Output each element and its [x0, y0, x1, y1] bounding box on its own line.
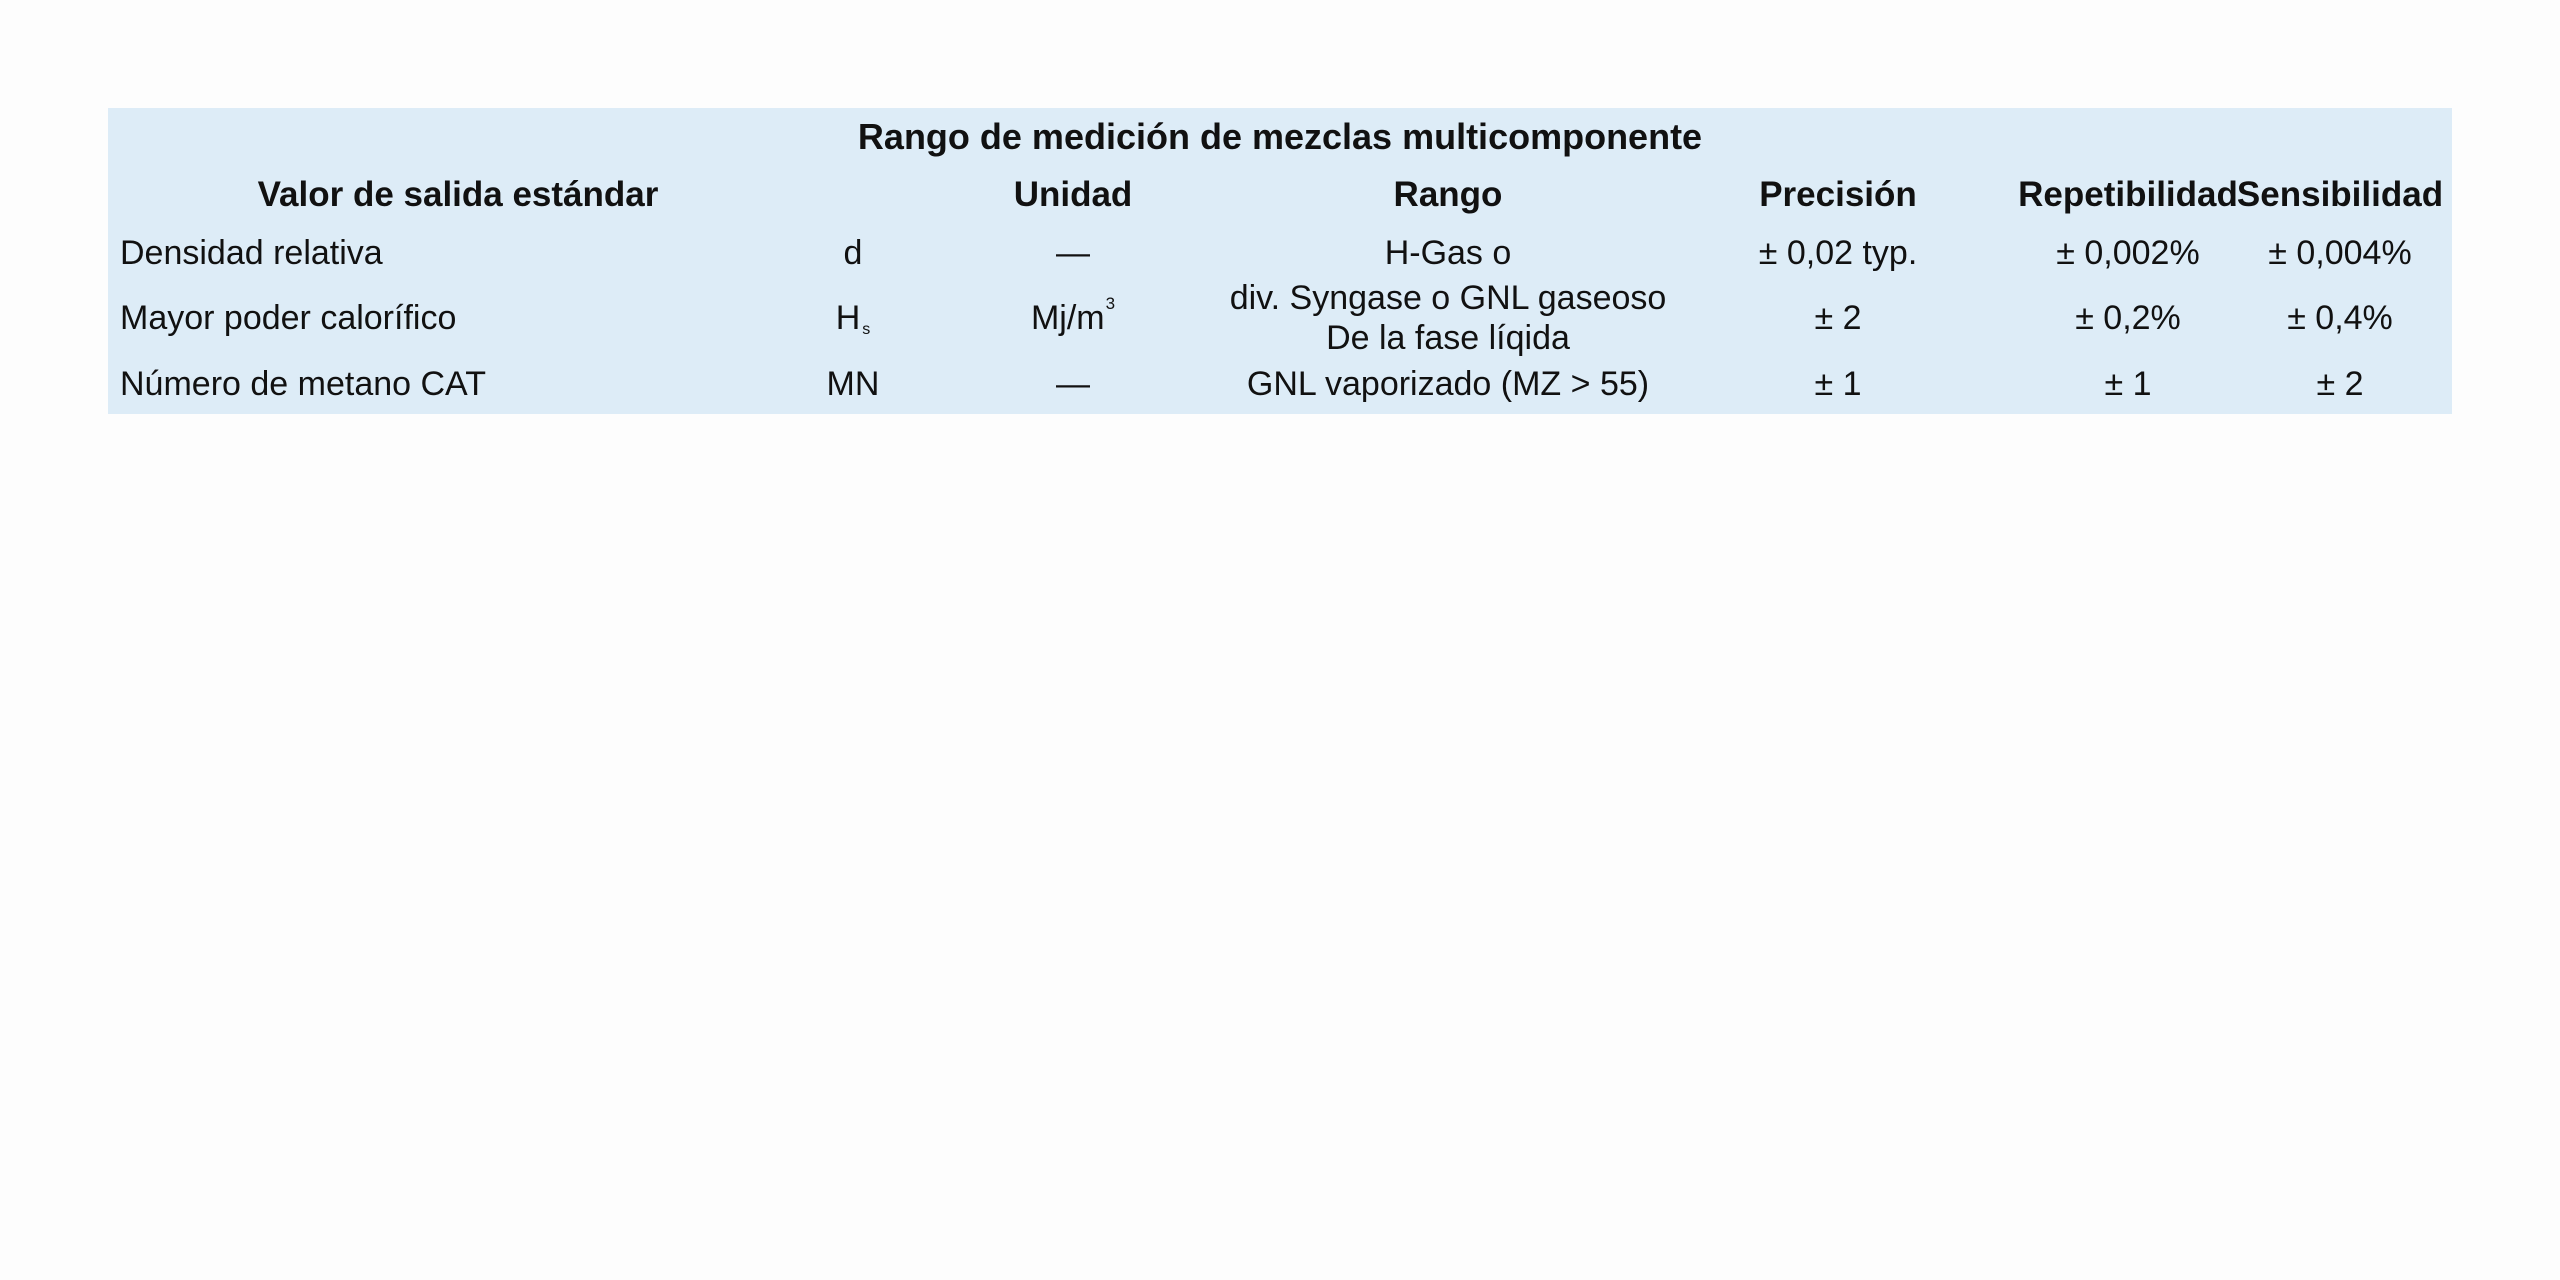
cell-output: Número de metano CAT: [120, 364, 486, 403]
cell-repeatability: ± 1: [2104, 364, 2152, 403]
header-precision: Precisión: [1759, 175, 1917, 214]
header-output: Valor de salida estándar: [257, 175, 659, 214]
symbol-main: H: [835, 298, 861, 337]
cell-precision: ± 1: [1814, 364, 1862, 403]
symbol-main: d: [843, 233, 863, 272]
table-row: [108, 224, 2452, 282]
measurement-range-table: [108, 108, 2452, 414]
cell-precision: ± 2: [1814, 298, 1862, 337]
table-row: [108, 279, 2452, 357]
cell-sensitivity: ± 2: [2316, 364, 2364, 403]
cell-output: Densidad relativa: [120, 233, 383, 272]
cell-sensitivity: ± 0,004%: [2268, 233, 2412, 272]
header-unit: Unidad: [1013, 175, 1133, 214]
table-header-row: [108, 166, 2452, 224]
cell-precision: ± 0,02 typ.: [1758, 233, 1918, 272]
unit-main: —: [1056, 364, 1090, 403]
table-caption: Rango de medición de mezclas multicomponente: [857, 116, 1703, 157]
range-line: H-Gas o: [1384, 234, 1512, 272]
unit-superscript: 3: [1105, 294, 1116, 313]
header-sensitivity: Sensibilidad: [2236, 175, 2444, 214]
range-line: De la fase líqida: [1326, 319, 1570, 357]
symbol-subscript: s: [862, 321, 871, 338]
table-row: [108, 354, 2452, 414]
header-range: Rango: [1393, 175, 1503, 214]
header-repeatability: Repetibilidad: [2018, 175, 2238, 214]
range-line: GNL vaporizado (MZ > 55): [1246, 365, 1650, 403]
unit-main: —: [1056, 233, 1090, 272]
cell-output: Mayor poder calorífico: [120, 298, 457, 337]
cell-repeatability: ± 0,002%: [2056, 233, 2200, 272]
cell-repeatability: ± 0,2%: [2075, 298, 2181, 337]
range-line: div. Syngase o GNL gaseoso: [1229, 279, 1667, 317]
symbol-main: MN: [826, 364, 880, 403]
cell-sensitivity: ± 0,4%: [2287, 298, 2393, 337]
unit-main: Mj/m: [1030, 298, 1105, 337]
